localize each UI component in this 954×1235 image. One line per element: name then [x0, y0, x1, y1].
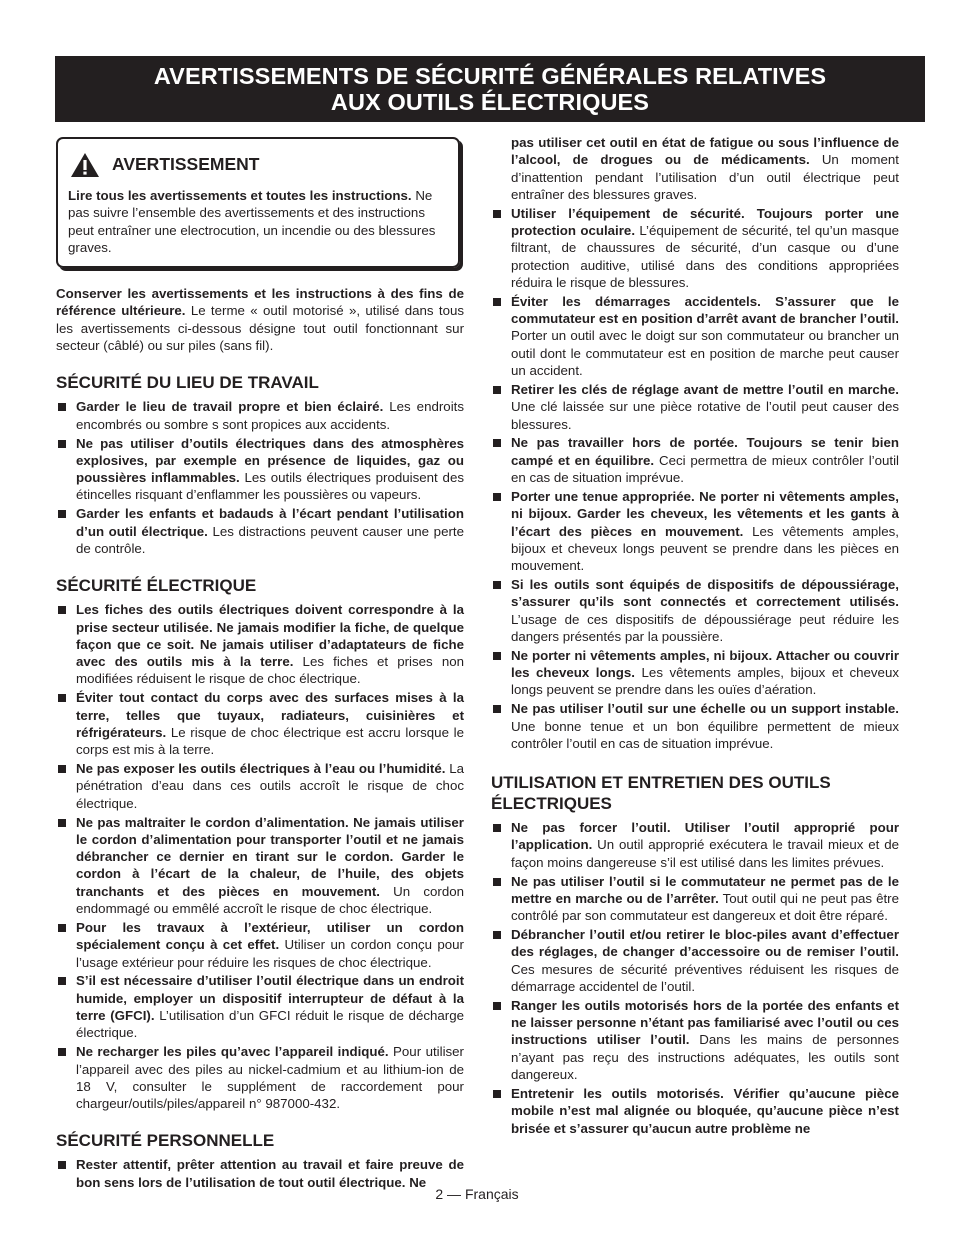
list-item-bold: Ne pas maltraiter le cordon d’alimentation. Ne jamais utiliser le cordon d’alimentation pour transporter l’outil et ne jamais débrancher ce dernier en tirant sur le cordon. Garder le cordon à l’écart de la chaleur, de l’huile, des objets tranchants et des pièces en mouvement. [76, 814, 464, 899]
list-item-bold: Ne porter ni vêtements amples, ni bijoux. Attacher ou couvrir les cheveux longs. [511, 647, 899, 681]
list-item-text: Une bonne tenue et un bon équilibre permettent de mieux contrôler l’outil en cas de situation imprévue. [511, 718, 899, 751]
list-item-bold: Éviter les démarrages accidentels. S’assurer que le commutateur est en position d’arrêt avant de brancher l’outil. [511, 293, 899, 327]
page-title-line-2: AUX OUTILS ÉLECTRIQUES [330, 89, 650, 115]
list-item [491, 997, 899, 1083]
intro-bold-text: Conserver les avertissements et les instructions à des fins de référence ultérieure. [56, 286, 464, 319]
list-item-bold: Ne recharger les piles qu’avec l’appareil indiqué. [76, 1044, 389, 1060]
list-item-text: Les outils électriques produisent des étincelles risquant d’enflammer les poussières ou vapeurs. [76, 470, 464, 503]
section-title-work-area: SÉCURITÉ DU LIEU DE TRAVAIL [56, 373, 319, 393]
list-item [491, 576, 899, 645]
personal-list-continued [491, 134, 899, 203]
list-item-text: Les endroits encombrés ou sombre s sont propices aux accidents. [76, 399, 464, 432]
personal-list [491, 205, 899, 752]
list-item-text: Pour utiliser l’appareil avec des piles au nickel-cadmium et au lithium-ion de 18 V, consulter le supplément de raccordement pour chargeur/outils/piles/appareil n° 987000-432. [76, 1044, 464, 1112]
list-item-text: Une clé laissée sur une pièce rotative de l’outil peut causer des blessures. [511, 399, 899, 432]
list-item-text: Tout outil qui ne peut pas être contrôlé par son commutateur est dangereux et doit être réparé. [511, 890, 899, 924]
warning-body-text: Ne pas suivre l’ensemble des avertissements et des instructions peut entraîner une electrocution, un incendie ou des blessures graves. [68, 188, 436, 255]
list-item-text: Dans les mains de personnes n’ayant pas reçu des instructions adéquates, les outils sont dangereux. [511, 1032, 899, 1083]
list-item-bold: pas utiliser cet outil en état de fatigue ou sous l’influence de l’alcool, de drogues ou de médicaments. [511, 135, 899, 168]
list-item-text: L’usage de ces dispositifs de dépoussiérage peut réduire les dangers présentés par la poussière. [511, 611, 899, 644]
list-item [491, 434, 899, 486]
list-item-text: Les vêtements amples, bijoux et cheveux longs peuvent se prendre dans les pièces en mouvement. [511, 523, 899, 574]
list-item [56, 919, 464, 971]
list-item-text: Les distractions peuvent causer une perte de contrôle. [76, 523, 464, 556]
list-item [56, 689, 464, 758]
list-item-text: Un cordon endommagé ou emmêlé accroît le risque de choc électrique. [76, 883, 465, 917]
list-item [56, 505, 464, 557]
warning-title: AVERTISSEMENT [112, 154, 260, 175]
list-item-bold: Ne pas utiliser d’outils électriques dans des atmosphères explosives, par exemple en présence de liquides, gaz ou poussières inflammables. [76, 435, 464, 486]
warning-box [56, 137, 460, 268]
list-item-bold: Ne pas utiliser l’outil sur une échelle ou un support instable. [511, 701, 899, 717]
list-item-text: Les vêtements amples, bijoux et cheveux longs peuvent se prendre dans les ouïes d’aération. [511, 665, 899, 698]
list-item-bold: Utiliser l’équipement de sécurité. Toujours porter une protection oculaire. [511, 205, 899, 239]
list-item [491, 873, 899, 925]
list-item-bold: Garder le lieu de travail propre et bien éclairé. [76, 399, 384, 415]
list-item [56, 435, 464, 504]
list-item-bold: Garder les enfants et badauds à l’écart pendant l’utilisation d’un outil électrique. [76, 506, 464, 539]
list-item-bold: Pour les travaux à l’extérieur, utiliser un cordon spécialement conçu à cet effet. [76, 919, 464, 953]
list-item [56, 814, 464, 918]
page-title-banner [55, 56, 925, 122]
list-item-text: Un moment d’inattention pendant l’utilisation d’un outil électrique peut entraîner des blessures graves. [511, 152, 899, 202]
list-item-text: Ces mesures de sécurité préventives réduisent les risques de démarrage accidentel de l’outil. [511, 961, 899, 994]
list-item [56, 760, 464, 812]
list-item-text: L’utilisation d’un GFCI réduit le risque de décharge électrique. [76, 1008, 464, 1041]
list-item [491, 205, 899, 291]
list-item [491, 647, 899, 699]
list-item-bold: Les fiches des outils électriques doivent correspondre à la prise secteur utilisée. Ne jamais modifier la fiche, de quelque façon que ce soit. Ne jamais utiliser d’adaptateurs de fiche avec des outils mis à la terre. [76, 602, 464, 670]
list-item-bold: Ne pas travailler hors de portée. Toujours se tenir bien campé et en équilibre. [511, 435, 899, 468]
warning-header [68, 152, 448, 178]
list-item-text: Ceci permettra de mieux contrôler l’outil en cas de situation imprévue. [511, 452, 899, 486]
list-item [56, 601, 464, 687]
warning-text [68, 187, 448, 256]
list-item-text: Porter un outil avec le doigt sur son commutateur ou brancher un outil dont le commutateur est en position de marche peut causer un accident. [511, 328, 899, 379]
tool-use-list [491, 819, 899, 1137]
list-item-bold: S’il est nécessaire d’utiliser l’outil électrique dans un endroit humide, employer un dispositif interrupteur de défaut à la terre (GFCI). [76, 973, 464, 1024]
page-title-line-1: AVERTISSEMENTS DE SÉCURITÉ GÉNÉRALES RELATIVES [153, 63, 827, 89]
page-footer: 2 — Français [435, 1186, 519, 1202]
list-item-text: La pénétration d’eau dans ces outils accroît le risque de choc électrique. [76, 761, 464, 811]
list-item [491, 700, 899, 752]
intro-paragraph [56, 285, 464, 354]
list-item-bold: Ne pas forcer l’outil. Utiliser l’outil approprié pour l’application. [511, 820, 899, 853]
list-item-bold: Retirer les clés de réglage avant de mettre l’outil en marche. [511, 381, 899, 397]
list-item-bold: Ne pas exposer les outils électriques à l’eau ou l’humidité. [76, 761, 446, 777]
warning-triangle-icon [70, 152, 100, 178]
list-item-bold: Porter une tenue appropriée. Ne porter ni vêtements amples, ni bijoux. Garder les cheveux, les vêtements et les gants à l’écart des pièces en mouvement. [511, 488, 899, 539]
list-item-text: Utiliser un cordon conçu pour l’usage extérieur pour réduire les risques de choc électrique. [76, 937, 464, 970]
work-area-list [56, 398, 464, 557]
list-item-bold: Ne pas utiliser l’outil si le commutateur ne permet pas de le mettre en marche ou de l’arrêter. [511, 873, 899, 906]
section-title-electrical: SÉCURITÉ ÉLECTRIQUE [56, 576, 257, 596]
list-item-text: Les fiches et prises non modifiées réduisent le risque de choc électrique. [76, 654, 465, 687]
list-item [491, 381, 899, 433]
list-item [491, 1085, 899, 1137]
list-item-bold: Rester attentif, prêter attention au travail et faire preuve de bon sens lors de l’utilisation de tout outil électrique. Ne [76, 1157, 464, 1190]
list-item-continued [491, 134, 899, 203]
section-title-personal: SÉCURITÉ PERSONNELLE [56, 1131, 275, 1151]
list-item [56, 1043, 464, 1112]
list-item-bold: Débrancher l’outil et/ou retirer le bloc-piles avant d’effectuer des réglages, de changer d’accessoire ou de remiser l’outil. [511, 927, 899, 960]
list-item-bold: Éviter tout contact du corps avec des surfaces mises à la terre, telles que tuyaux, radiateurs, cuisinières et réfrigérateurs. [76, 690, 464, 740]
right-column [491, 134, 899, 1138]
list-item [56, 972, 464, 1041]
section-title-tool-use: UTILISATION ET ENTRETIEN DES OUTILS ÉLECTRIQUES [491, 773, 831, 814]
list-item-bold: Entretenir les outils motorisés. Vérifier qu’aucune pièce mobile n’est mal alignée ou bloquée, qu’aucune pièce n’est brisée et s’assurer qu’aucun autre problème ne [511, 1085, 899, 1136]
electrical-list [56, 601, 464, 1112]
list-item-bold: Ranger les outils motorisés hors de la portée des enfants et ne laisser personne n’étant pas familiarisé avec l’outil ou ces instructions utiliser l’outil. [511, 997, 899, 1048]
list-item [56, 398, 464, 433]
left-column [56, 134, 464, 1193]
list-item [491, 488, 899, 574]
warning-bold-text: Lire tous les avertissements et toutes les instructions. [68, 188, 412, 203]
list-item-text: Un outil approprié exécutera le travail mieux et de façon moins dangereuse s’il est utilisé dans les limites prévues. [511, 837, 899, 870]
list-item-bold: Si les outils sont équipés de dispositifs de dépoussiérage, s’assurer qu’ils sont connectés et correctement utilisés. [511, 576, 899, 610]
list-item-text: Le risque de choc électrique est accru lorsque le corps est mis à la terre. [76, 724, 464, 758]
list-item [491, 819, 899, 871]
list-item [491, 926, 899, 995]
intro-body-text: Le terme « outil motorisé », utilisé dans tous les avertissements ci-dessous désigne tout outil fonctionnant sur secteur (câblé) ou sur piles (sans fil). [56, 303, 465, 354]
list-item [491, 293, 899, 379]
list-item-text: L’équipement de sécurité, tel qu’un masque filtrant, de chaussures de sécurité, d’un casque ou d’une protection auditive, utilisé dans des conditions appropriées réduira le risque de blessures. [511, 223, 899, 290]
